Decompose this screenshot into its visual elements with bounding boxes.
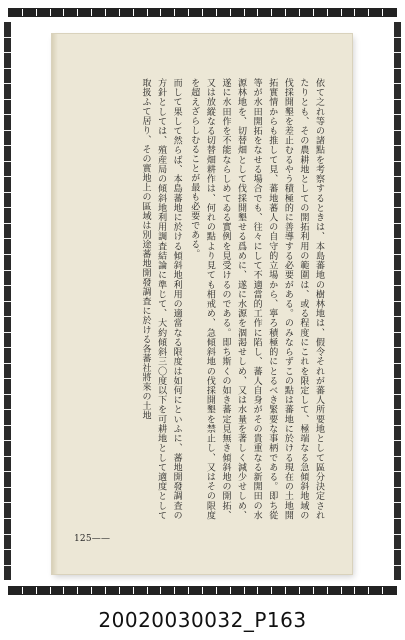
image-caption: 20020030032_P163 bbox=[98, 608, 307, 632]
left-calibration-strip bbox=[4, 22, 11, 580]
page-gutter-shadow bbox=[52, 34, 58, 574]
top-calibration-strip bbox=[8, 8, 397, 17]
paragraph-1: 依て之れ等の諸點を考察するときは、本島蕃地の樹林地は、假令それが蕃人所要地として區分決定されたりとも、その農耕地としての開拓利用の範圍は、或る程度にこれを限定して、極端なる急傾斜地域の伐採開墾を差止むるやう積極的に善導する必要がある。のみならずこの點は蕃地に於ける現在の土地開拓實情からも推して見、蕃地蕃人の自守的立場から、寧ろ積極的にとるべき緊要な事柄である。即ち從等が水田開拓をなせる場合でも、往々にして不適當的工作に陷し、蕃人自身がその貴重なる新開田の水源林地を、切替畑として伐採開墾せる爲めに、遂に水源を涸渇せしめ、又は水量を著しく減少せしめ、遂に水田作を不能ならしめてゐる實例を見受けるのである。即ち斯くの如き蕃定見無き傾斜地の開拓、又は放縱なる切替畑耕作は、何れの點より見ても相戒め、急傾斜地の伐採開墾を禁止し、又はその限度を超えざらしむることが最も必要である。 bbox=[189, 78, 324, 520]
book-page bbox=[52, 34, 352, 574]
right-calibration-strip bbox=[394, 22, 401, 580]
vertical-text-body bbox=[68, 78, 326, 520]
paragraph-2: 而して果して然らば、本島蕃地に於ける傾斜地利用の適當なる限度は如何にといふに、蕃地開發調査の方針としては、殖産局の傾斜地利用調査結論に準じて、大約傾斜三〇度以下を可耕地として適度として取扱ふて居り、その實地上の區域は別途蕃地開發調査に於ける各蕃社將來の土地 bbox=[140, 78, 182, 520]
page-number: 125—— bbox=[74, 534, 111, 544]
bottom-calibration-strip bbox=[8, 586, 397, 595]
